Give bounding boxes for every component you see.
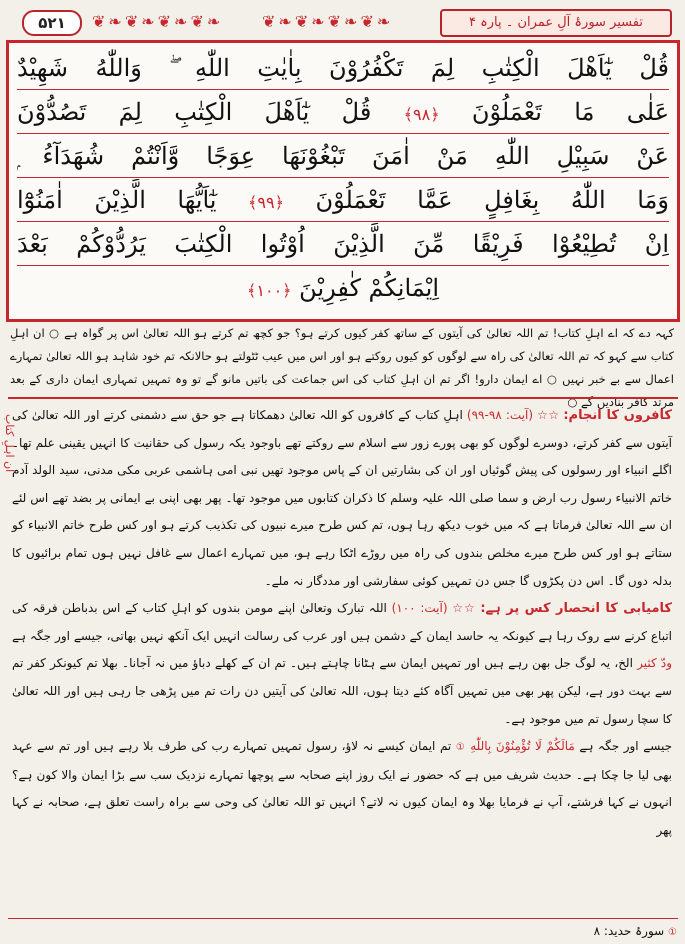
quran-line-text: قُلْ يٰٓاَهْلَ الْكِتٰبِ لِمَ تَكْفُرُوْنَ بِاٰيٰتِ اللّٰهِ ۖ وَاللّٰهُ شَهِيْدٌ	[17, 54, 669, 82]
commentary-text: اللہ تبارک وتعالیٰ اپنے مومن بندوں کو اہلِ کتاب کے اس بدباطن فرقہ کی اتباع کرنے سے روک رہا ہے کیونکہ یہ حاسد ایمان کے دشمن ہیں اور عرب کی رسالت انہیں ایک آنکھ نہیں بھاتی، جیسے اور جگہ ہے	[12, 601, 672, 643]
quran-line-2	[17, 91, 669, 134]
translation-block	[10, 322, 674, 414]
page-number: ۵۲۱	[22, 10, 82, 36]
quran-text-frame	[6, 40, 680, 322]
quran-line-text: اِيْمَانِكُمْ كٰفِرِيْنَ	[299, 274, 439, 302]
verse-reference: (آیت: ۱۰۰)	[391, 601, 448, 616]
header-ornament-right: ❦❧❦❧❦❧❦❧	[262, 12, 394, 31]
margin-note: ان اہلِ کتاب	[3, 414, 16, 473]
stars-marker: ☆☆	[452, 601, 476, 616]
quran-line-3	[17, 135, 669, 178]
quoted-verse: ودّ کثیر	[637, 656, 672, 671]
footnote-divider	[8, 918, 678, 919]
quoted-verse: مَالَكُمْ لَا تُؤْمِنُوْنَ بِاللّٰهِ	[470, 739, 575, 754]
section-divider	[8, 397, 678, 399]
ayah-number-marker: ﴿۹۹﴾	[248, 193, 284, 212]
quran-line-text: عَنْ سَبِيْلِ اللّٰهِ مَنْ اٰمَنَ تَبْغُوْنَهَا عِوَجًا وَّاَنْتُمْ شُهَدَآءُ ۭ	[17, 142, 669, 170]
page-header	[12, 6, 678, 40]
footnote	[594, 922, 677, 942]
footnote-text: سورۂ حدید: ۸	[593, 924, 665, 938]
header-ornament-left: ❦❧❦❧❦❧❦❧	[92, 12, 224, 31]
section-heading: کافروں کا انجام:	[563, 408, 672, 423]
verse-reference: (آیت: ۹۸-۹۹)	[466, 408, 534, 422]
quran-line-text: وَمَا اللّٰهُ بِغَافِلٍ عَمَّا تَعْمَلُوْنَ	[315, 186, 669, 214]
footnote-marker: ①	[668, 927, 677, 938]
commentary-paragraph-1	[12, 402, 672, 595]
translation-text: کہہ دے کہ اے اہلِ کتاب! تم اللہ تعالیٰ کی آیتوں کے ساتھ کفر کیوں کرتے ہو؟ جو کچھ تم کرتے ہو اللہ تعالیٰ اس پر گواہ ہے ○ ان اہلِ کتاب سے کہو کہ تم اللہ تعالیٰ کی راہ سے لوگوں کو کیوں روکتے ہو اور اس میں عیب ٹٹولتے ہو حالانکہ تم خود شاہد ہو اللہ تعالیٰ تمہارے اعمال سے بے خبر نہیں ○ اے ایمان دارو! اگر تم ان اہلِ کتاب کی اس جماعت کی باتیں مانو گے تو وہ تمہیں تمہاری ایمان داری کے بعد مرتد کافر بنادیں گے ○	[10, 326, 674, 409]
chapter-title: تفسیر سورۂ آلِ عمران ۔ پارہ ۴	[440, 9, 672, 37]
quran-line-6	[17, 267, 669, 309]
stars-marker: ☆☆	[537, 408, 560, 422]
quran-line-text: قُلْ يٰٓاَهْلَ الْكِتٰبِ لِمَ تَصُدُّوْنَ	[17, 98, 372, 126]
footnote-marker: ①	[455, 742, 466, 754]
quran-line-text: يٰٓاَيُّهَا الَّذِيْنَ اٰمَنُوْٓا	[17, 186, 217, 214]
commentary-text: جیسے اور جگہ ہے	[579, 739, 672, 754]
quran-line-text: عَلٰى مَا تَعْمَلُوْنَ	[471, 98, 669, 126]
commentary-paragraph-2	[12, 595, 672, 733]
commentary-text: اہلِ کتاب کے کافروں کو اللہ تعالیٰ دھمکاتا ہے جو حق سے دشمنی کرتے اور اللہ تعالیٰ کی آیتوں سے کفر کرتے، دوسرے لوگوں کو بھی پورے زور سے اسلام سے روکتے تھے باوجود یکہ رسول کی حقانیت کا انہیں یقینی علم تھا۔ اگلے انبیاء اور رسولوں کی پیش گوئیاں اور ان کی بشارتیں ان کے پاس موجود تھیں نبی امی ہاشمی عربی مکی مدنی، سید الولد آدم خاتم الانبیاء رسول رب ارض و سما صلی اللہ علیہ وسلم کا ذکران کتابوں میں موجود تھا۔ پھر بھی اپنی بے ایمانی پر بضد تھے اس لئے ان سے اللہ تعالیٰ فرماتا ہے کہ میں خوب دیکھ رہا ہوں، تم کس طرح میرے نبیوں کی تکذیب کرتے ہو اور کس طرح خاتم الانبیاء کو ستاتے ہو اور کس طرح میرے مخلص بندوں کی راہ میں روڑے اٹکا رہے ہو، میں تمہارے اعمال سے غافل نہیں ہوں تمام برائیوں کا بدلہ دوں گا۔ اس دن پکڑوں گا جس دن تمہیں کوئی سفارشی اور مددگار نہ ملے۔	[12, 408, 672, 588]
commentary-text: تم ایمان کیسے نہ لاؤ، رسول تمہیں تمہارے رب کی طرف بلا رہے ہیں اور تم سے عہد بھی لیا جا چکا ہے۔ حدیث شریف میں ہے کہ حضور نے ایک روز اپنے صحابہ سے پوچھا تمہارے نزدیک سب سے بڑا ایمان والا کون ہے؟ انہوں نے کہا فرشتے، آپ نے فرمایا بھلا وہ ایمان کیوں نہ لاتے؟ انہیں تو اللہ تعالیٰ کی وحی سے براہ راست تعلق ہے، صحابہ نے کہا پھر	[12, 739, 672, 837]
commentary-text: الخ، یہ لوگ جل بھن رہے ہیں اور تمہیں ایمان سے ہٹانا چاہتے ہیں۔ تم ان کے کھلے دباؤ میں نہ آجانا۔ بھلا تم کیونکر کفر تم سے بہت دور ہے، لیکن پھر بھی میں تمہیں آگاہ کئے دیتا ہوں، اللہ تعالیٰ کی آیتیں دن رات تم میں پڑھی جا رہی ہیں اور اللہ تعالیٰ کا سچا رسول تم میں موجود ہے۔	[12, 656, 672, 726]
quran-line-4	[17, 179, 669, 222]
quran-line-1	[17, 47, 669, 90]
quran-line-5	[17, 223, 669, 266]
ayah-number-marker: ﴿۹۸﴾	[403, 105, 440, 124]
section-heading: کامیابی کا انحصار کس پر ہے:	[480, 601, 672, 617]
commentary-block	[12, 402, 672, 845]
ayah-number-marker: ﴿۱۰۰﴾	[247, 281, 292, 300]
commentary-paragraph-3	[12, 733, 672, 844]
quran-line-text: اِنْ تُطِيْعُوْا فَرِيْقًا مِّنَ الَّذِيْنَ اُوْتُوا الْكِتٰبَ يَرُدُّوْكُمْ بَعْدَ	[17, 230, 669, 258]
